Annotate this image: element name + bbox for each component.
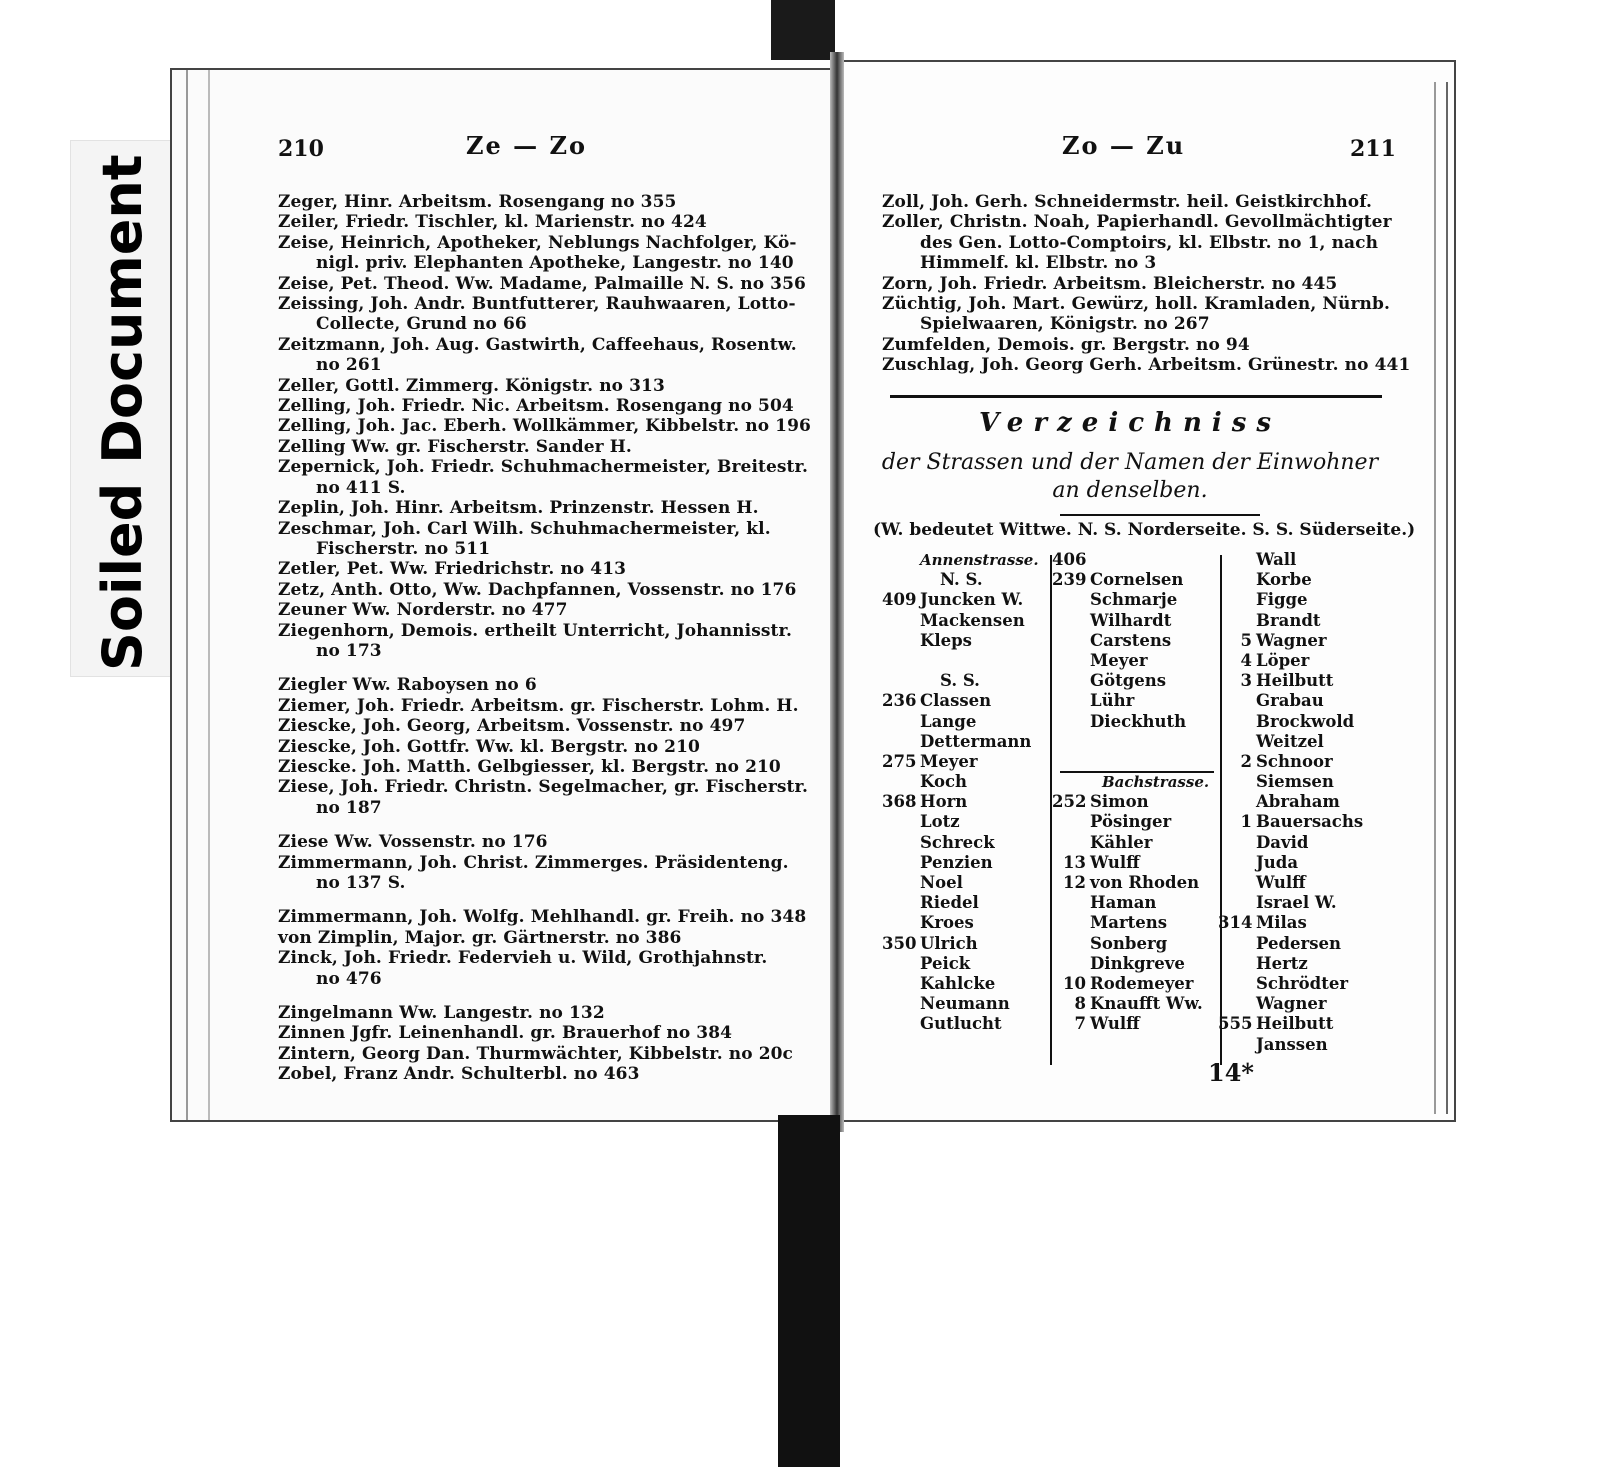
- resident-name: Gutlucht: [920, 1014, 1002, 1034]
- house-number: [1052, 590, 1090, 610]
- house-number: [882, 772, 920, 792]
- resident-row: [1218, 752, 1363, 772]
- entry-spacer: [278, 818, 798, 832]
- directory-entry-continuation: no 476: [316, 968, 382, 989]
- resident-name: Kleps: [920, 630, 972, 650]
- resident-name: N. S.: [940, 570, 983, 590]
- directory-entry: Zeuner Ww. Norderstr. no 477: [278, 600, 568, 621]
- street-title: Annenstrasse.: [920, 551, 1039, 569]
- resident-name: von Rhoden: [1090, 873, 1200, 892]
- section-subtitle-2: an denselben.: [1052, 478, 1208, 503]
- directory-entry-continuation: des Gen. Lotto-Comptoirs, kl. Elbstr. no 1, nach: [920, 232, 1379, 253]
- house-number: [1052, 631, 1090, 651]
- house-number: [1052, 651, 1090, 671]
- house-number: [1052, 934, 1090, 954]
- resident-row: [1218, 570, 1363, 590]
- house-number: [882, 873, 920, 893]
- resident-row: [1218, 651, 1363, 671]
- resident-row: [1218, 671, 1363, 691]
- resident-row: [1052, 651, 1209, 671]
- resident-row: [1218, 732, 1363, 752]
- house-number: 406: [1052, 550, 1087, 569]
- resident-name: Schrödter: [1256, 973, 1349, 993]
- page-number-left: 210: [278, 136, 324, 162]
- resident-name: Mackensen: [920, 610, 1025, 630]
- resident-name: Israel W.: [1256, 893, 1337, 913]
- directory-entry: Zinck, Joh. Friedr. Federvieh u. Wild, Grothjahnstr.: [278, 948, 768, 969]
- directory-entry: Zimmermann, Joh. Christ. Zimmerges. Präsidenteng.: [278, 852, 789, 873]
- resident-row: [1218, 792, 1363, 812]
- resident-name: Lange: [920, 711, 977, 731]
- page-number-right: 211: [1350, 136, 1396, 162]
- directory-entry: Zeissing, Joh. Andr. Buntfutterer, Rauhwaaren, Lotto-: [278, 294, 796, 315]
- house-number: [882, 732, 920, 752]
- resident-name: Juncken W.: [920, 590, 1024, 610]
- house-number: [1052, 893, 1090, 913]
- house-number: 5: [1240, 630, 1252, 650]
- directory-entry: Zinnen Jgfr. Leinenhandl. gr. Brauerhof no 384: [278, 1023, 733, 1044]
- house-number: [1052, 752, 1090, 772]
- resident-name: Cornelsen: [1090, 570, 1184, 590]
- house-number: [1218, 691, 1256, 711]
- resident-name: Figge: [1256, 590, 1308, 610]
- house-number: 409: [882, 590, 917, 610]
- resident-row: [882, 590, 1039, 610]
- resident-name: Kahlcke: [920, 973, 996, 993]
- directory-entry: Zeitzmann, Joh. Aug. Gastwirth, Caffeehaus, Rosentw.: [278, 334, 797, 355]
- house-number: 12: [1063, 873, 1086, 892]
- house-number: [1052, 772, 1090, 792]
- house-number: 350: [882, 933, 917, 953]
- resident-row: [1218, 934, 1363, 954]
- street-title: Bachstrasse.: [1102, 773, 1210, 792]
- directory-entry: Zelling, Joh. Friedr. Nic. Arbeitsm. Rosengang no 504: [278, 396, 794, 417]
- resident-row: [1218, 873, 1363, 893]
- resident-name: Neumann: [920, 994, 1010, 1014]
- house-number: [882, 570, 920, 590]
- directory-entry: Ziegenhorn, Demois. ertheilt Unterricht, Johannisstr.: [278, 620, 793, 641]
- house-number: [1218, 550, 1256, 570]
- resident-row: [1052, 873, 1209, 893]
- resident-name: Wall: [1256, 550, 1297, 569]
- house-number: 236: [882, 691, 917, 711]
- directory-entry-continuation: Collecte, Grund no 66: [316, 314, 527, 335]
- resident-row: [1052, 631, 1209, 651]
- house-number: [882, 631, 920, 651]
- resident-row: [1052, 550, 1209, 570]
- house-number: 239: [1052, 570, 1087, 590]
- resident-name: Koch: [920, 772, 968, 792]
- resident-name: Knaufft Ww.: [1090, 994, 1203, 1014]
- subtitle-rule: [1060, 514, 1260, 516]
- house-number: [1052, 833, 1090, 853]
- resident-row: [1052, 893, 1209, 913]
- resident-row: [1052, 712, 1209, 732]
- directory-entry-continuation: no 411 S.: [316, 477, 406, 498]
- directory-entry: Zobel, Franz Andr. Schulterbl. no 463: [278, 1064, 640, 1085]
- house-number: 275: [882, 751, 917, 771]
- resident-name: Grabau: [1256, 691, 1324, 711]
- resident-row: [882, 752, 1039, 772]
- resident-name: Riedel: [920, 893, 979, 913]
- signature-mark: 14*: [1208, 1058, 1254, 1087]
- house-number: [1218, 590, 1256, 610]
- house-number: 1: [1240, 812, 1252, 832]
- resident-name: Wulff: [1090, 1014, 1140, 1034]
- house-number: [1218, 954, 1256, 974]
- resident-name: Hertz: [1256, 953, 1308, 973]
- directory-entry: Zeschmar, Joh. Carl Wilh. Schuhmachermeister, kl.: [278, 518, 771, 539]
- resident-row: [1218, 994, 1363, 1014]
- resident-name: Bauersachs: [1256, 812, 1364, 832]
- resident-name: Juda: [1256, 852, 1299, 872]
- house-number: [1052, 812, 1090, 832]
- resident-name: Wulff: [1256, 873, 1306, 892]
- house-number: [1218, 893, 1256, 913]
- resident-name: Simon: [1090, 792, 1149, 812]
- house-number: [1218, 974, 1256, 994]
- bookmark-ribbon-top: [771, 0, 835, 60]
- house-number: 10: [1063, 973, 1086, 993]
- directory-entry: Ziescke, Joh. Gottfr. Ww. kl. Bergstr. no 210: [278, 736, 700, 757]
- street-side-label: [882, 671, 1039, 691]
- bookmark-ribbon-bottom: [778, 1115, 840, 1467]
- resident-row: [882, 893, 1039, 913]
- resident-name: Lotz: [920, 812, 960, 832]
- resident-row: [882, 974, 1039, 994]
- resident-row: [1218, 1035, 1363, 1055]
- directory-entry: Zeller, Gottl. Zimmerg. Königstr. no 313: [278, 375, 665, 396]
- house-number: 2: [1240, 751, 1252, 771]
- section-rule: [890, 395, 1382, 398]
- resident-name: Abraham: [1256, 792, 1340, 812]
- entry-spacer: [278, 893, 798, 907]
- section-title: Verzeichniss: [979, 408, 1281, 438]
- house-number: [1052, 732, 1090, 752]
- house-number: [882, 812, 920, 832]
- resident-row: [1052, 752, 1209, 772]
- label-slip: [70, 140, 180, 677]
- house-number: 252: [1052, 792, 1087, 812]
- house-number: [1218, 934, 1256, 954]
- house-number: [882, 974, 920, 994]
- resident-name: Weitzel: [1256, 731, 1324, 751]
- page-header-right: Zo — Zu: [1062, 131, 1186, 160]
- resident-name: Wilhardt: [1090, 610, 1172, 630]
- directory-entry: Zoller, Christn. Noah, Papierhandl. Gevollmächtigter: [882, 212, 1392, 233]
- house-number: [882, 651, 920, 671]
- directory-entry: Zeise, Heinrich, Apotheker, Neblungs Nachfolger, Kö-: [278, 232, 797, 253]
- resident-name: Janssen: [1256, 1034, 1328, 1054]
- resident-row: [1052, 1014, 1209, 1034]
- resident-row: [882, 934, 1039, 954]
- directory-entry: von Zimplin, Major. gr. Gärtnerstr. no 386: [278, 927, 682, 948]
- house-number: [1052, 611, 1090, 631]
- resident-row: [1052, 611, 1209, 631]
- resident-name: Penzien: [920, 852, 993, 872]
- abbreviation-legend: (W. bedeutet Wittwe. N. S. Norderseite. S. S. Süderseite.): [873, 520, 1416, 540]
- resident-row: [1052, 853, 1209, 873]
- resident-row: [882, 772, 1039, 792]
- directory-entry: Zorn, Joh. Friedr. Arbeitsm. Bleicherstr. no 445: [882, 273, 1338, 294]
- street-column-1: [882, 550, 1039, 1035]
- house-number: [882, 671, 920, 691]
- resident-row: [882, 812, 1039, 832]
- directory-entry: Zuschlag, Joh. Georg Gerh. Arbeitsm. Grünestr. no 441: [882, 355, 1411, 376]
- resident-row: [1218, 712, 1363, 732]
- resident-name: S. S.: [940, 671, 980, 691]
- house-number: 7: [1074, 1014, 1086, 1034]
- resident-name: Dinkgreve: [1090, 953, 1185, 973]
- directory-entry-continuation: no 137 S.: [316, 873, 406, 893]
- resident-name: Dettermann: [920, 731, 1032, 751]
- resident-name: Wagner: [1256, 630, 1327, 650]
- resident-name: Horn: [920, 792, 968, 812]
- resident-row: [1052, 913, 1209, 933]
- directory-entry: Zeiler, Friedr. Tischler, kl. Marienstr. no 424: [278, 212, 707, 233]
- resident-row: [882, 712, 1039, 732]
- house-number: [1218, 772, 1256, 792]
- resident-row: [882, 611, 1039, 631]
- house-number: [1218, 611, 1256, 631]
- house-number: [1218, 732, 1256, 752]
- resident-row: [1052, 732, 1209, 752]
- resident-name: Brandt: [1256, 610, 1321, 630]
- resident-name: Wulff: [1090, 852, 1140, 872]
- resident-row: [882, 792, 1039, 812]
- house-number: [882, 893, 920, 913]
- directory-entry: Zoll, Joh. Gerh. Schneidermstr. heil. Geistkirchhof.: [882, 192, 1373, 212]
- resident-row: [1218, 812, 1363, 832]
- directory-entry: Zetler, Pet. Ww. Friedrichstr. no 413: [278, 559, 627, 580]
- resident-row: [1218, 853, 1363, 873]
- resident-row: [1052, 691, 1209, 711]
- resident-row: [1218, 772, 1363, 792]
- resident-row: [1218, 833, 1363, 853]
- house-number: [1052, 913, 1090, 933]
- resident-name: Haman: [1090, 893, 1157, 913]
- resident-row: [882, 853, 1039, 873]
- resident-row: [1218, 631, 1363, 651]
- resident-row: [1218, 913, 1363, 933]
- directory-entry: Zelling Ww. gr. Fischerstr. Sander H.: [278, 436, 632, 457]
- house-number: [1218, 873, 1256, 893]
- street-column-3: [1218, 550, 1363, 1055]
- right-directory-entries: [882, 192, 1411, 376]
- directory-entry: Zimmermann, Joh. Wolfg. Mehlhandl. gr. Freih. no 348: [278, 907, 807, 928]
- directory-entry: Zumfelden, Demois. gr. Bergstr. no 94: [882, 334, 1250, 355]
- resident-name: Heilbutt: [1256, 1014, 1334, 1034]
- resident-name: Heilbutt: [1256, 671, 1334, 691]
- directory-entry: Ziescke, Joh. Georg, Arbeitsm. Vossenstr. no 497: [278, 716, 746, 737]
- house-number: [1052, 712, 1090, 732]
- resident-name: Schnoor: [1256, 751, 1333, 771]
- resident-name: Brockwold: [1256, 711, 1355, 731]
- house-number: [1218, 1035, 1256, 1055]
- resident-row: [1052, 833, 1209, 853]
- resident-name: Milas: [1256, 913, 1307, 933]
- soiled-document-label: Soiled Document: [91, 154, 154, 671]
- resident-name: Classen: [920, 691, 992, 711]
- house-number: [1218, 792, 1256, 812]
- directory-entry-continuation: Spielwaaren, Königstr. no 267: [920, 314, 1210, 335]
- resident-row: [1218, 550, 1363, 570]
- resident-row: [882, 913, 1039, 933]
- resident-row: [1052, 994, 1209, 1014]
- house-number: [882, 833, 920, 853]
- resident-row: [882, 833, 1039, 853]
- directory-entry-continuation: Fischerstr. no 511: [316, 538, 491, 559]
- directory-entry: Ziegler Ww. Raboysen no 6: [278, 675, 537, 696]
- directory-entry-continuation: no 187: [316, 797, 382, 818]
- resident-name: Wagner: [1256, 994, 1327, 1014]
- house-number: [882, 712, 920, 732]
- house-number: [1052, 954, 1090, 974]
- directory-entry: Zeplin, Joh. Hinr. Arbeitsm. Prinzenstr. Hessen H.: [278, 498, 759, 519]
- resident-name: Siemsen: [1256, 772, 1334, 792]
- street-name: [1052, 772, 1209, 792]
- house-number: 555: [1218, 1014, 1253, 1034]
- book-gutter: [830, 52, 844, 1132]
- house-number: [1218, 994, 1256, 1014]
- resident-row: [1052, 590, 1209, 610]
- street-separator: [1060, 771, 1214, 773]
- resident-name: Peick: [920, 953, 971, 973]
- directory-entry: Ziese Ww. Vossenstr. no 176: [278, 832, 548, 853]
- directory-entry-continuation: nigl. priv. Elephanten Apotheke, Langestr. no 140: [316, 253, 794, 274]
- resident-row: [1052, 570, 1209, 590]
- resident-row: [882, 1014, 1039, 1034]
- directory-entry-continuation: no 261: [316, 355, 382, 376]
- house-number: [882, 913, 920, 933]
- house-number: [882, 853, 920, 873]
- resident-row: [1218, 954, 1363, 974]
- directory-entry: Zingelmann Ww. Langestr. no 132: [278, 1003, 605, 1024]
- resident-row: [1218, 611, 1363, 631]
- entry-spacer: [278, 661, 798, 675]
- resident-row: [1052, 934, 1209, 954]
- resident-row: [882, 994, 1039, 1014]
- resident-row: [1218, 691, 1363, 711]
- resident-name: Korbe: [1256, 570, 1312, 590]
- house-number: 368: [882, 792, 917, 812]
- resident-row: [1052, 671, 1209, 691]
- resident-name: Meyer: [920, 751, 978, 771]
- resident-row: [1052, 954, 1209, 974]
- house-number: 3: [1240, 671, 1252, 691]
- resident-name: Martens: [1090, 913, 1168, 933]
- resident-row: [882, 691, 1039, 711]
- resident-name: Löper: [1256, 650, 1310, 670]
- directory-entry: Ziescke. Joh. Matth. Gelbgiesser, kl. Bergstr. no 210: [278, 756, 781, 777]
- resident-row: [882, 631, 1039, 651]
- street-name: [882, 550, 1039, 570]
- directory-entry: Zelling, Joh. Jac. Eberh. Wollkämmer, Kibbelstr. no 196: [278, 416, 811, 437]
- house-number: [882, 550, 920, 570]
- resident-row: [882, 732, 1039, 752]
- directory-entry: Zetz, Anth. Otto, Ww. Dachpfannen, Vossenstr. no 176: [278, 579, 797, 600]
- section-subtitle-1: der Strassen und der Namen der Einwohner: [881, 450, 1379, 475]
- house-number: [1218, 570, 1256, 590]
- directory-entry: Zepernick, Joh. Friedr. Schuhmachermeister, Breitestr.: [278, 457, 809, 478]
- left-directory-entries: [278, 192, 811, 1085]
- directory-entry: Zintern, Georg Dan. Thurmwächter, Kibbelstr. no 20c: [278, 1043, 793, 1064]
- directory-entry-continuation: no 173: [316, 640, 382, 661]
- resident-name: David: [1256, 832, 1309, 852]
- resident-row: [1052, 812, 1209, 832]
- directory-entry-continuation: Himmelf. kl. Elbstr. no 3: [920, 253, 1157, 274]
- house-number: [1218, 712, 1256, 732]
- directory-entry: Zeger, Hinr. Arbeitsm. Rosengang no 355: [278, 192, 677, 212]
- resident-row: [1218, 974, 1363, 994]
- house-number: 13: [1063, 852, 1086, 872]
- house-number: [1052, 691, 1090, 711]
- directory-entry: Ziemer, Joh. Friedr. Arbeitsm. gr. Fischerstr. Lohm. H.: [278, 695, 799, 716]
- resident-row: [882, 873, 1039, 893]
- directory-entry: Ziese, Joh. Friedr. Christn. Segelmacher, gr. Fischerstr.: [278, 777, 809, 798]
- page-header-left: Ze — Zo: [466, 131, 588, 160]
- resident-name: Pösinger: [1090, 812, 1172, 832]
- resident-row: [1218, 590, 1363, 610]
- resident-row: [1218, 893, 1363, 913]
- house-number: [1052, 671, 1090, 691]
- resident-name: Ulrich: [920, 933, 978, 953]
- resident-name: Kähler: [1090, 832, 1153, 852]
- resident-name: Dieckhuth: [1090, 711, 1187, 731]
- resident-name: Meyer: [1090, 650, 1148, 670]
- house-number: [882, 611, 920, 631]
- resident-name: Pedersen: [1256, 933, 1341, 953]
- street-side-label: [882, 570, 1039, 590]
- resident-row: [882, 651, 1039, 671]
- resident-name: Sonberg: [1090, 933, 1168, 953]
- resident-name: Kroes: [920, 913, 974, 933]
- entry-spacer: [278, 989, 798, 1003]
- house-number: [882, 1014, 920, 1034]
- resident-row: [1052, 792, 1209, 812]
- house-number: 8: [1074, 994, 1086, 1014]
- house-number: [1218, 853, 1256, 873]
- resident-name: Götgens: [1090, 671, 1167, 691]
- house-number: [882, 994, 920, 1014]
- house-number: [882, 954, 920, 974]
- resident-name: Noel: [920, 873, 963, 892]
- street-column-2: [1052, 550, 1209, 1035]
- resident-row: [1218, 1014, 1363, 1034]
- resident-name: Lühr: [1090, 691, 1135, 711]
- house-number: 314: [1218, 913, 1253, 933]
- resident-name: Schmarje: [1090, 590, 1178, 610]
- house-number: 4: [1240, 650, 1252, 670]
- directory-entry: Züchtig, Joh. Mart. Gewürz, holl. Kramladen, Nürnb.: [882, 294, 1391, 315]
- resident-row: [882, 954, 1039, 974]
- resident-name: Carstens: [1090, 630, 1172, 650]
- directory-entry: Zeise, Pet. Theod. Ww. Madame, Palmaille N. S. no 356: [278, 273, 806, 294]
- house-number: [1218, 833, 1256, 853]
- resident-name: Schreck: [920, 832, 995, 852]
- resident-name: Rodemeyer: [1090, 973, 1194, 993]
- resident-row: [1052, 974, 1209, 994]
